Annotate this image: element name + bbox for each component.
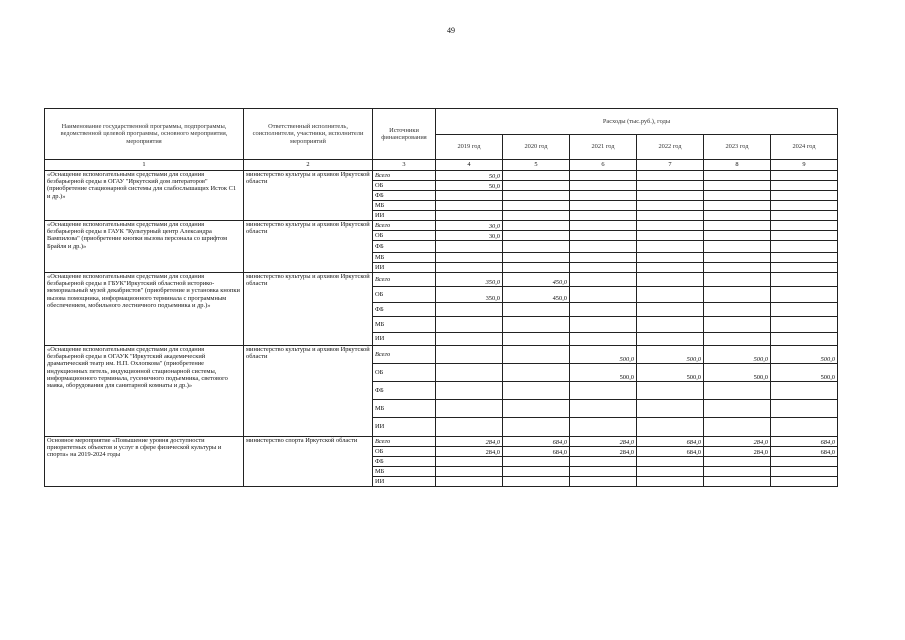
expense-value	[503, 221, 570, 231]
expense-value	[704, 477, 771, 487]
expense-value	[570, 303, 637, 317]
responsible-executor: министерство культуры и архивов Иркутской области	[244, 273, 373, 346]
event-name: «Оснащение вспомогательными средствами для создания безбарьерной среды в ОГАУ "Иркутский дом литераторов" (приобретение стационарной системы для слабослышащих Исток С1 и др.)»	[45, 171, 244, 221]
column-number: 5	[503, 160, 570, 171]
expense-value	[436, 201, 503, 211]
expense-value: 684,0	[637, 437, 704, 447]
funding-source: ОБ	[373, 447, 436, 457]
expense-value: 284,0	[436, 437, 503, 447]
funding-source: Всего	[373, 171, 436, 181]
responsible-executor: министерство культуры и архивов Иркутской области	[244, 346, 373, 437]
expense-value	[637, 201, 704, 211]
expense-value	[570, 241, 637, 253]
expense-value	[704, 181, 771, 191]
header-year: 2022 год	[637, 135, 704, 160]
event-name: «Оснащение вспомогательными средствами для создания безбарьерной среды в ОГАУК "Иркутский академический драматический театр им. Н.П. Охлопкова" (приобретение индукционных петель, индукционной стационарной системы, информационного терминала, гусеничного подъемника, светового маяка, оборудования для санитарной комнаты и др.)»	[45, 346, 244, 437]
funding-source: МБ	[373, 201, 436, 211]
expense-value	[436, 457, 503, 467]
funding-source: Всего	[373, 437, 436, 447]
expense-value	[503, 477, 570, 487]
expense-value	[570, 221, 637, 231]
table-row	[45, 346, 838, 364]
expense-value: 684,0	[637, 447, 704, 457]
expense-value	[637, 263, 704, 273]
expense-value	[570, 263, 637, 273]
expense-value	[771, 253, 838, 263]
expense-value	[637, 333, 704, 346]
expense-value	[771, 333, 838, 346]
expense-value	[704, 317, 771, 333]
expense-value	[771, 241, 838, 253]
expense-value	[570, 467, 637, 477]
expense-value	[771, 263, 838, 273]
expense-value	[704, 287, 771, 303]
expense-value	[570, 171, 637, 181]
expense-value	[771, 400, 838, 418]
funding-source: ОБ	[373, 181, 436, 191]
expense-value: 350,0	[436, 287, 503, 303]
expense-value	[771, 418, 838, 437]
expense-value	[503, 231, 570, 241]
expense-value: 350,0	[436, 273, 503, 287]
expense-value	[570, 287, 637, 303]
expense-value	[704, 211, 771, 221]
expense-value	[704, 333, 771, 346]
column-number: 6	[570, 160, 637, 171]
expense-value	[503, 181, 570, 191]
expense-value	[570, 253, 637, 263]
expense-value	[771, 273, 838, 287]
expense-value	[771, 467, 838, 477]
expense-value: 500,0	[771, 364, 838, 382]
expense-value	[503, 382, 570, 400]
expense-value	[503, 191, 570, 201]
expense-value: 450,0	[503, 287, 570, 303]
expense-value	[637, 418, 704, 437]
header-name: Наименование государственной программы, подпрограммы, ведомственной целевой программы, основного мероприятия, мероприятия	[45, 109, 244, 160]
expense-value	[771, 287, 838, 303]
expense-value	[436, 303, 503, 317]
expense-value	[503, 241, 570, 253]
expense-value: 450,0	[503, 273, 570, 287]
expense-value	[503, 211, 570, 221]
expense-value	[503, 317, 570, 333]
expense-value	[503, 418, 570, 437]
event-name: «Оснащение вспомогательными средствами для создания безбарьерной среды в ГАУК "Культурный центр Александра Вампилова" (приобретение кнопки вызова персонала со шрифтом Брайля и др.)»	[45, 221, 244, 273]
event-name: «Оснащение вспомогательными средствами для создания безбарьерной среды в ГБУК"Иркутский областной историко-мемориальный музей декабристов" (приобретение и установка кнопки вызова помощника, информационного терминала с программным обеспечением, мобильного лестничного подъемника и др.)»	[45, 273, 244, 346]
column-number: 3	[373, 160, 436, 171]
expense-value	[771, 171, 838, 181]
expense-value	[570, 477, 637, 487]
expense-value	[704, 221, 771, 231]
expense-value	[503, 303, 570, 317]
expense-value	[637, 477, 704, 487]
expense-value: 500,0	[771, 346, 838, 364]
expense-value	[704, 241, 771, 253]
expense-value	[570, 201, 637, 211]
expense-value	[436, 241, 503, 253]
expense-value	[771, 303, 838, 317]
table-row	[45, 171, 838, 181]
expense-value	[771, 457, 838, 467]
funding-source: Всего	[373, 221, 436, 231]
event-name: Основное мероприятие «Повышение уровня доступности приоритетных объектов и услуг в сфере физической культуры и спорта» на 2019-2024 годы	[45, 437, 244, 487]
responsible-executor: министерство культуры и архивов Иркутской области	[244, 221, 373, 273]
column-number: 8	[704, 160, 771, 171]
expense-value: 30,0	[436, 231, 503, 241]
expense-value	[771, 317, 838, 333]
funding-source: ФБ	[373, 191, 436, 201]
expense-value	[570, 457, 637, 467]
expense-value	[637, 253, 704, 263]
expense-value	[704, 191, 771, 201]
expense-value	[570, 191, 637, 201]
funding-source: Всего	[373, 273, 436, 287]
expense-value	[436, 418, 503, 437]
expense-value	[704, 400, 771, 418]
table-row	[45, 221, 838, 231]
expense-value: 500,0	[570, 346, 637, 364]
expense-value	[637, 273, 704, 287]
expense-value: 500,0	[704, 364, 771, 382]
expense-value	[704, 171, 771, 181]
expense-value	[570, 418, 637, 437]
expense-value: 500,0	[704, 346, 771, 364]
expense-value	[570, 317, 637, 333]
expense-value	[637, 467, 704, 477]
expense-value	[436, 477, 503, 487]
expense-value	[503, 253, 570, 263]
expense-value: 500,0	[637, 364, 704, 382]
column-number: 7	[637, 160, 704, 171]
responsible-executor: министерство культуры и архивов Иркутской области	[244, 171, 373, 221]
expense-value	[704, 303, 771, 317]
expense-value	[436, 211, 503, 221]
table-row	[45, 273, 838, 287]
funding-source: ОБ	[373, 364, 436, 382]
expense-value	[637, 171, 704, 181]
funding-source: ИИ	[373, 418, 436, 437]
expense-value: 50,0	[436, 181, 503, 191]
expense-value: 684,0	[771, 437, 838, 447]
expense-value: 284,0	[570, 447, 637, 457]
expense-value	[637, 221, 704, 231]
column-number: 1	[45, 160, 244, 171]
funding-source: ИИ	[373, 333, 436, 346]
funding-source: ИИ	[373, 263, 436, 273]
funding-source: ФБ	[373, 303, 436, 317]
header-year: 2023 год	[704, 135, 771, 160]
expense-value	[436, 317, 503, 333]
funding-source: ФБ	[373, 241, 436, 253]
responsible-executor: министерство спорта Иркутской области	[244, 437, 373, 487]
expense-value	[637, 382, 704, 400]
expense-value	[704, 418, 771, 437]
expense-value	[704, 253, 771, 263]
expense-value	[436, 333, 503, 346]
expense-value: 500,0	[637, 346, 704, 364]
expense-value: 50,0	[436, 171, 503, 181]
table-row	[45, 437, 838, 447]
expense-value: 30,0	[436, 221, 503, 231]
header-year: 2024 год	[771, 135, 838, 160]
expense-value	[503, 333, 570, 346]
expense-value	[637, 181, 704, 191]
expense-value	[570, 181, 637, 191]
expense-value	[637, 457, 704, 467]
expense-value: 684,0	[503, 437, 570, 447]
funding-source: ФБ	[373, 382, 436, 400]
expense-value	[436, 263, 503, 273]
expense-value	[637, 211, 704, 221]
expense-value	[771, 221, 838, 231]
expense-value	[771, 181, 838, 191]
expense-value	[704, 263, 771, 273]
funding-source: ФБ	[373, 457, 436, 467]
expense-value	[436, 382, 503, 400]
header-expenses: Расходы (тыс.руб.), годы	[436, 109, 838, 135]
expense-value: 284,0	[570, 437, 637, 447]
expense-value	[704, 382, 771, 400]
expense-value: 684,0	[503, 447, 570, 457]
expense-value	[503, 364, 570, 382]
funding-source: ИИ	[373, 477, 436, 487]
table-body	[45, 171, 838, 487]
expense-value	[570, 273, 637, 287]
header-year: 2019 год	[436, 135, 503, 160]
expense-value	[771, 382, 838, 400]
header-year: 2021 год	[570, 135, 637, 160]
expense-value: 284,0	[704, 447, 771, 457]
expense-value: 284,0	[704, 437, 771, 447]
expense-value	[503, 263, 570, 273]
expense-value	[503, 346, 570, 364]
expense-value	[503, 467, 570, 477]
expense-value	[637, 241, 704, 253]
expense-value	[771, 211, 838, 221]
expense-value	[570, 333, 637, 346]
header-year: 2020 год	[503, 135, 570, 160]
page-number: 49	[447, 26, 455, 35]
expense-value	[503, 400, 570, 418]
expense-value	[637, 400, 704, 418]
expense-value	[704, 457, 771, 467]
funding-source: ИИ	[373, 211, 436, 221]
expense-value	[704, 273, 771, 287]
expense-value	[704, 231, 771, 241]
expense-value	[436, 467, 503, 477]
expense-value	[637, 317, 704, 333]
funding-source: Всего	[373, 346, 436, 364]
expense-value	[570, 382, 637, 400]
funding-source: ОБ	[373, 287, 436, 303]
expense-value	[570, 211, 637, 221]
column-number: 2	[244, 160, 373, 171]
expenses-table	[44, 108, 838, 487]
column-number: 4	[436, 160, 503, 171]
expense-value	[503, 201, 570, 211]
expense-value	[503, 171, 570, 181]
expense-value	[436, 253, 503, 263]
column-number: 9	[771, 160, 838, 171]
expense-value	[570, 231, 637, 241]
expense-value	[570, 400, 637, 418]
expense-value	[637, 287, 704, 303]
expense-value	[436, 400, 503, 418]
expense-value	[771, 201, 838, 211]
expense-value	[637, 303, 704, 317]
expense-value	[436, 346, 503, 364]
expense-value	[704, 201, 771, 211]
expense-value: 684,0	[771, 447, 838, 457]
header-source: Источники финансирования	[373, 109, 436, 160]
expense-value	[704, 467, 771, 477]
funding-source: ОБ	[373, 231, 436, 241]
expense-value: 500,0	[570, 364, 637, 382]
expense-value	[436, 191, 503, 201]
header-responsible: Ответственный исполнитель, соисполнители, участники, исполнители мероприятий	[244, 109, 373, 160]
expense-value	[436, 364, 503, 382]
funding-source: МБ	[373, 467, 436, 477]
expense-value	[637, 231, 704, 241]
expense-value	[637, 191, 704, 201]
expense-value	[771, 231, 838, 241]
funding-source: МБ	[373, 253, 436, 263]
expense-value	[771, 477, 838, 487]
funding-source: МБ	[373, 317, 436, 333]
expense-value: 284,0	[436, 447, 503, 457]
expense-value	[771, 191, 838, 201]
funding-source: МБ	[373, 400, 436, 418]
expense-value	[503, 457, 570, 467]
